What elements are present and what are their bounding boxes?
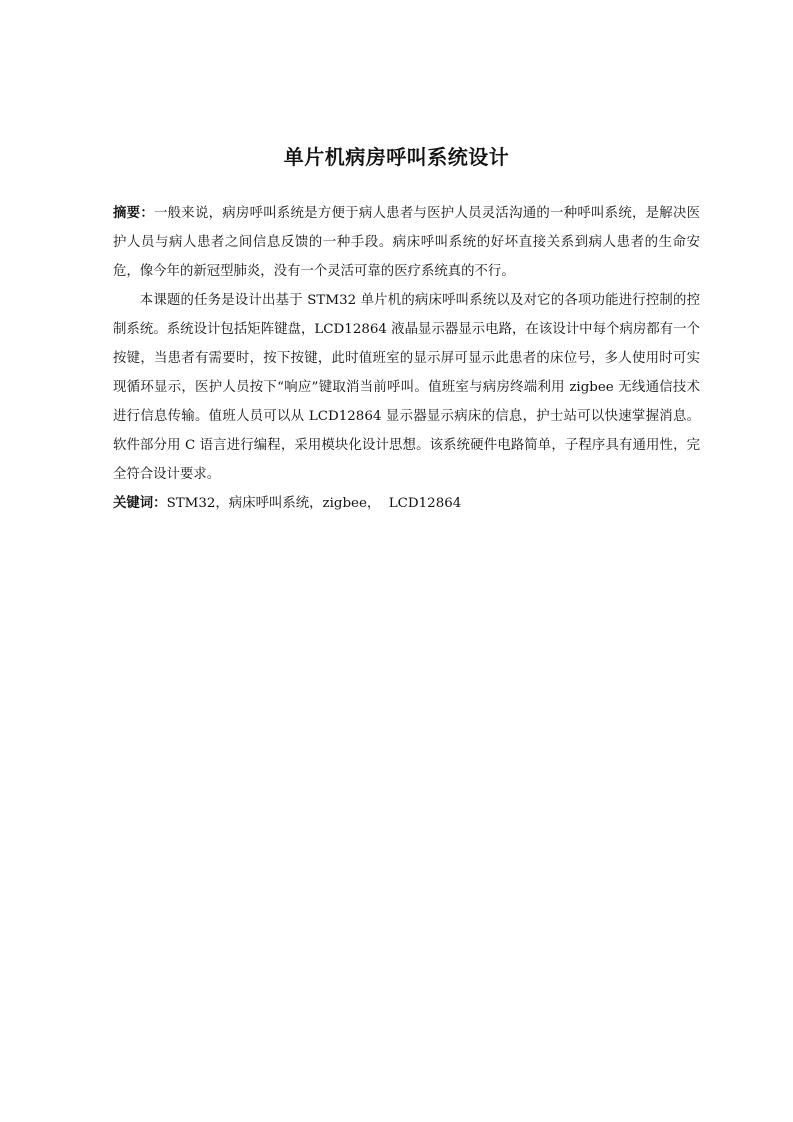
abstract-text: 一般来说，病房呼叫系统是方便于病人患者与医护人员灵活沟通的一种呼叫系统，是解决医护人员与病人患者之间信息反馈的一种手段。病床呼叫系统的好坏直接关系到病人患者的生命安危，像今年的新冠型肺炎，没有一个灵活可靠的医疗系统真的不行。 xyxy=(113,206,701,279)
abstract-paragraph xyxy=(113,199,700,286)
document-body xyxy=(113,199,700,518)
document-title: 单片机病房呼叫系统设计 xyxy=(283,145,510,169)
abstract-label: 摘要： xyxy=(113,206,154,221)
keywords-paragraph xyxy=(113,489,700,518)
keywords-label: 关键词： xyxy=(113,496,167,511)
body-paragraph: 本课题的任务是设计出基于 STM32 单片机的病床呼叫系统以及对它的各项功能进行控制的控制系统。系统设计包括矩阵键盘，LCD12864 液晶显示器显示电路，在该设计中每个病房都有一个按键，当患者有需要时，按下按键，此时值班室的显示屏可显示此患者的床位号，多人使用时可实现循环显示，医护人员按下“响应”键取消当前呼叫。值班室与病房终端利用 zigbee 无线通信技术进行信息传输。值班人员可以从 LCD12864 显示器显示病床的信息，护士站可以快速掌握消息。软件部分用 C 语言进行编程，采用模块化设计思想。该系统硬件电路简单，子程序具有通用性，完全符合设计要求。 xyxy=(113,293,700,482)
keywords-text: STM32，病床呼叫系统，zigbee， LCD12864 xyxy=(166,496,462,511)
